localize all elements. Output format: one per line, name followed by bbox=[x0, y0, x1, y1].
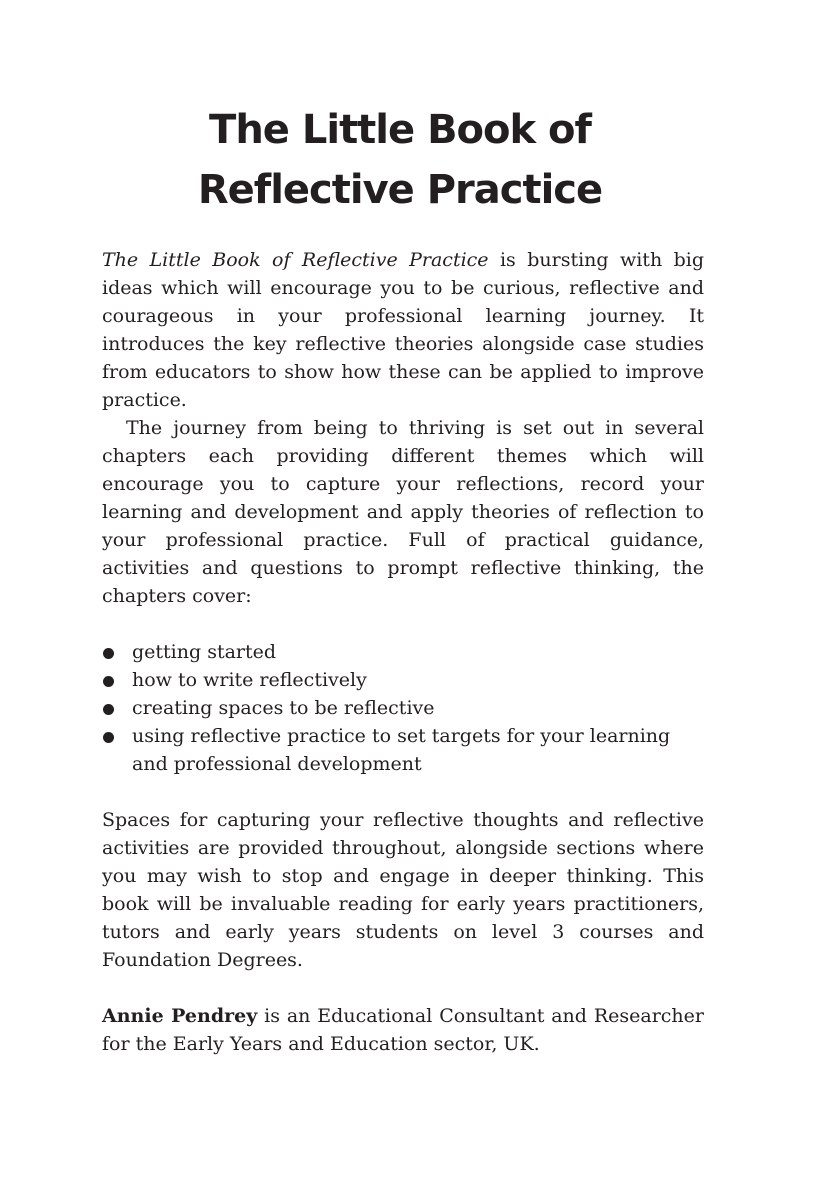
list-item: using reflective practice to set targets for your learning and professional development bbox=[102, 722, 704, 778]
body-text bbox=[102, 246, 704, 1058]
intro-paragraph bbox=[102, 246, 704, 414]
chapters-paragraph: The journey from being to thriving is set out in several chapters each providing different themes which will encourage you to capture your reflections, record your learning and development and apply theories of reflection to your professional practice. Full of practical guidance, activities and questions to prompt reflective thinking, the chapters cover: bbox=[102, 417, 704, 607]
book-title-italic: The Little Book of Reflective Practice bbox=[102, 249, 489, 271]
list-item: how to write reflectively bbox=[102, 666, 704, 694]
intro-rest: is bursting with big ideas which will encourage you to be curious, reflective and courageous in your professional learning journey. It introduces the key reflective theories alongside case studies from educators to show how these can be applied to improve practice. bbox=[102, 249, 704, 411]
author-name: Annie Pendrey bbox=[102, 1005, 258, 1027]
list-item: creating spaces to be reflective bbox=[102, 694, 704, 722]
author-bio: is an Educational Consultant and Researcher for the Early Years and Education sector, UK. bbox=[102, 1005, 704, 1055]
page-title: The Little Book of Reflective Practice bbox=[197, 107, 603, 213]
chapter-list bbox=[102, 638, 704, 778]
spaces-paragraph: Spaces for capturing your reflective thoughts and reflective activities are provided throughout, alongside sections where you may wish to stop and engage in deeper thinking. This book will be invaluable reading for early years practitioners, tutors and early years students on level 3 courses and Foundation Degrees. bbox=[102, 809, 704, 971]
author-paragraph bbox=[102, 1002, 704, 1058]
list-item: getting started bbox=[102, 638, 704, 666]
